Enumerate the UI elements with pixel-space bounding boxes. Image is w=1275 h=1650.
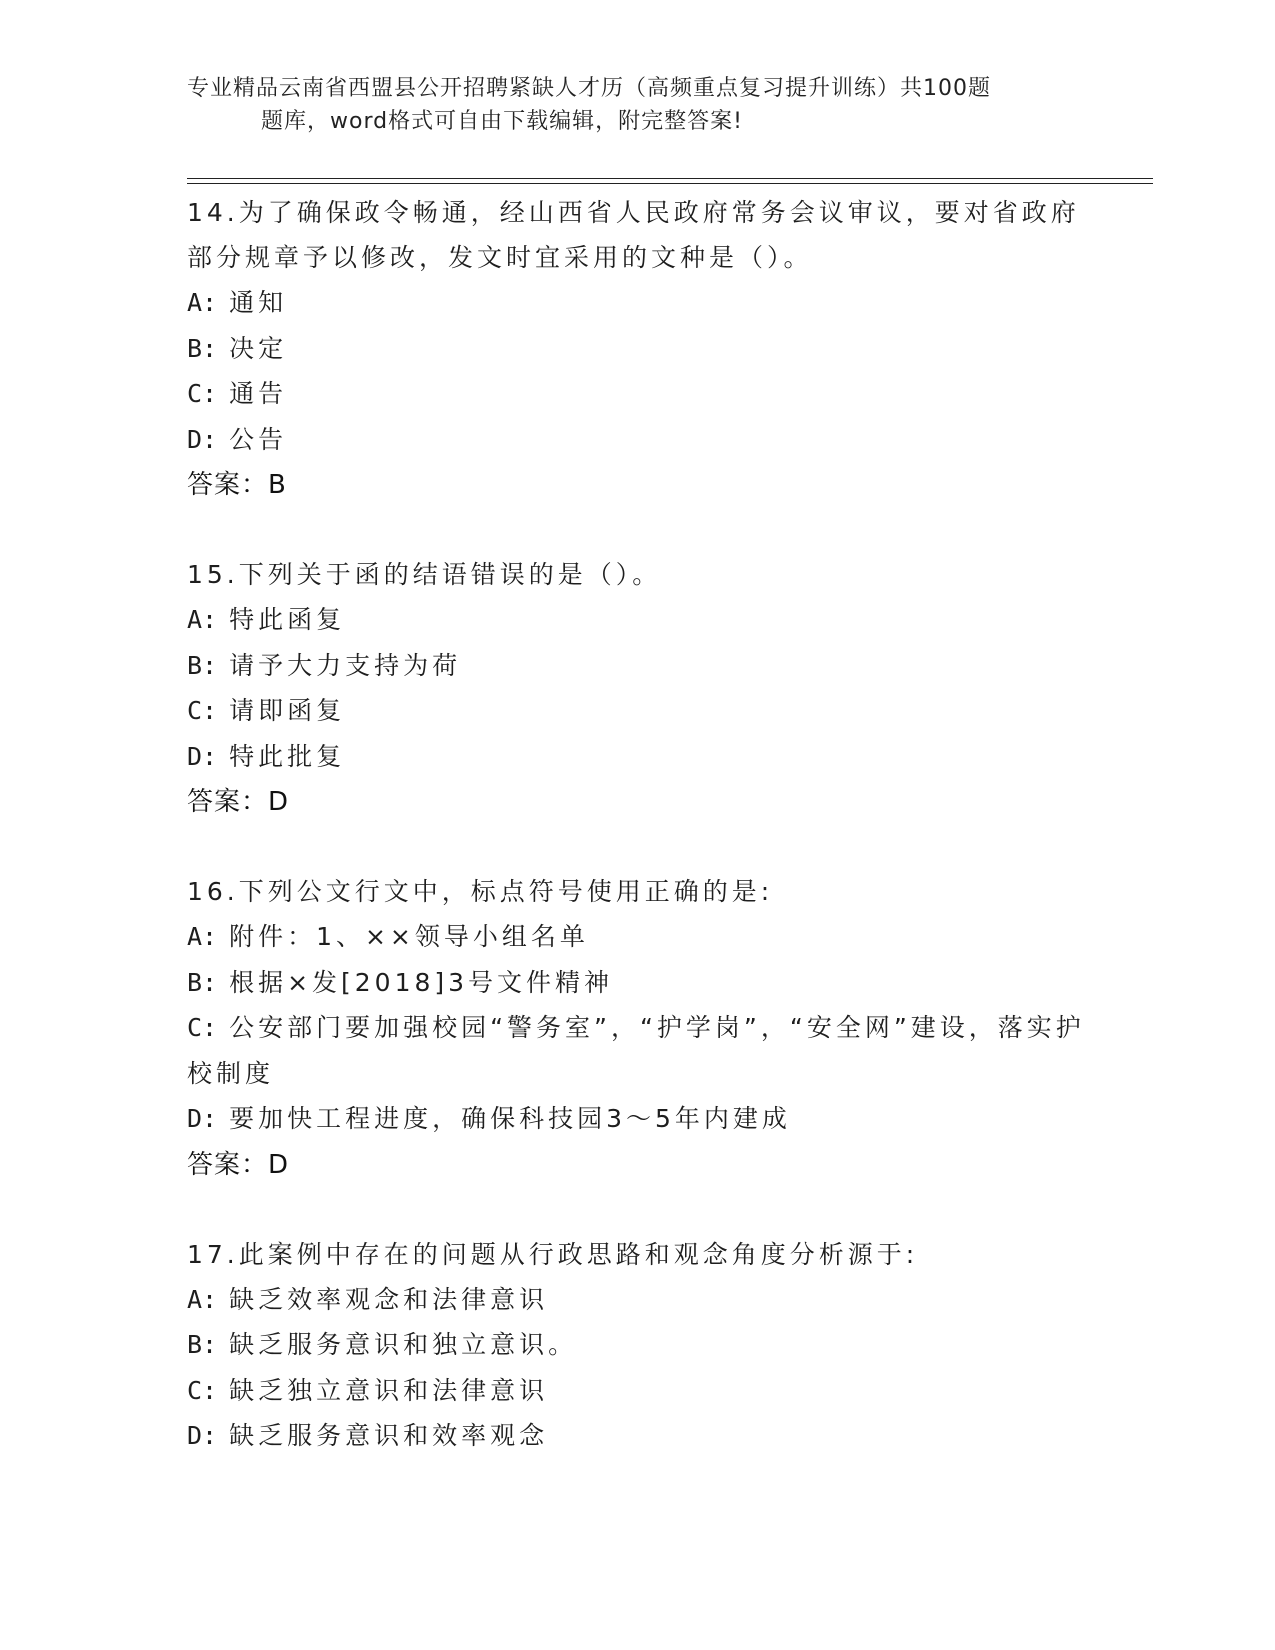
option-a bbox=[187, 597, 1107, 643]
option-a bbox=[187, 280, 1107, 326]
option-d bbox=[187, 1413, 1107, 1459]
answer-label: 答案：D bbox=[187, 787, 290, 817]
header-line-2: 题库，word格式可自由下载编辑，附完整答案! bbox=[261, 109, 743, 134]
question-list bbox=[187, 190, 1107, 1503]
option-letter: D: bbox=[187, 424, 218, 454]
option-a bbox=[187, 1277, 1107, 1323]
option-text: 决定 bbox=[229, 333, 288, 363]
option-letter: C: bbox=[187, 1375, 218, 1405]
option-letter: C: bbox=[187, 379, 218, 408]
option-d bbox=[187, 1096, 1107, 1142]
option-b bbox=[187, 643, 1107, 689]
option-text: 缺乏效率观念和法律意识 bbox=[229, 1284, 549, 1314]
question-text: 14.为了确保政令畅通，经山西省人民政府常务会议审议，要对省政府部分规章予以修改，发文时宜采用的文种是（）。 bbox=[187, 198, 1080, 272]
question-text: 16.下列公文行文中，标点符号使用正确的是: bbox=[187, 877, 774, 906]
question-15 bbox=[187, 552, 1107, 825]
option-letter: B: bbox=[187, 650, 218, 680]
option-b bbox=[187, 1322, 1107, 1368]
option-text: 公告 bbox=[229, 424, 288, 454]
question-17 bbox=[187, 1232, 1107, 1459]
option-text: 通知 bbox=[229, 288, 288, 317]
option-text: 特此函复 bbox=[229, 605, 346, 634]
option-letter: D: bbox=[187, 1421, 218, 1450]
answer-label: 答案：D bbox=[187, 1149, 290, 1180]
question-text: 15.下列关于函的结语错误的是（）。 bbox=[187, 560, 662, 589]
option-letter: D: bbox=[187, 1104, 218, 1133]
option-text: 要加快工程进度，确保科技园3～5年内建成 bbox=[229, 1104, 791, 1133]
option-text: 根据×发[2018]3号文件精神 bbox=[229, 967, 614, 997]
option-letter: C: bbox=[187, 1013, 218, 1042]
header-rule-bottom bbox=[187, 183, 1153, 184]
option-text: 公安部门要加强校园“警务室”，“护学岗”，“安全网”建设，落实护校制度 bbox=[187, 1013, 1085, 1088]
option-letter: A: bbox=[187, 1284, 218, 1314]
option-c bbox=[187, 1005, 1107, 1096]
option-a bbox=[187, 914, 1107, 960]
option-letter: B: bbox=[187, 333, 218, 363]
option-letter: D: bbox=[187, 741, 218, 771]
option-text: 缺乏服务意识和效率观念 bbox=[229, 1421, 549, 1450]
question-14 bbox=[187, 190, 1107, 508]
option-b bbox=[187, 326, 1107, 372]
option-text: 附件：1、××领导小组名单 bbox=[229, 922, 589, 951]
header-rule-top bbox=[187, 178, 1153, 179]
option-text: 通告 bbox=[229, 379, 288, 408]
option-letter: A: bbox=[187, 288, 218, 317]
option-c bbox=[187, 688, 1107, 734]
question-text: 17.此案例中存在的问题从行政思路和观念角度分析源于: bbox=[187, 1239, 919, 1269]
option-text: 特此批复 bbox=[229, 741, 346, 771]
header-line-1: 专业精品云南省西盟县公开招聘紧缺人才历（高频重点复习提升训练）共100题 bbox=[187, 76, 991, 101]
answer-label: 答案：B bbox=[187, 470, 287, 500]
option-b bbox=[187, 960, 1107, 1006]
option-letter: C: bbox=[187, 696, 218, 725]
option-letter: A: bbox=[187, 922, 218, 951]
option-c bbox=[187, 371, 1107, 417]
option-letter: B: bbox=[187, 1330, 218, 1359]
option-text: 缺乏服务意识和独立意识。 bbox=[229, 1330, 578, 1359]
option-text: 请即函复 bbox=[229, 696, 346, 725]
option-c bbox=[187, 1368, 1107, 1414]
option-text: 请予大力支持为荷 bbox=[229, 650, 462, 680]
option-d bbox=[187, 417, 1107, 463]
document-header bbox=[187, 72, 1067, 138]
option-text: 缺乏独立意识和法律意识 bbox=[229, 1375, 549, 1405]
option-letter: B: bbox=[187, 967, 218, 997]
option-letter: A: bbox=[187, 605, 218, 634]
question-16 bbox=[187, 869, 1107, 1188]
option-d bbox=[187, 734, 1107, 780]
